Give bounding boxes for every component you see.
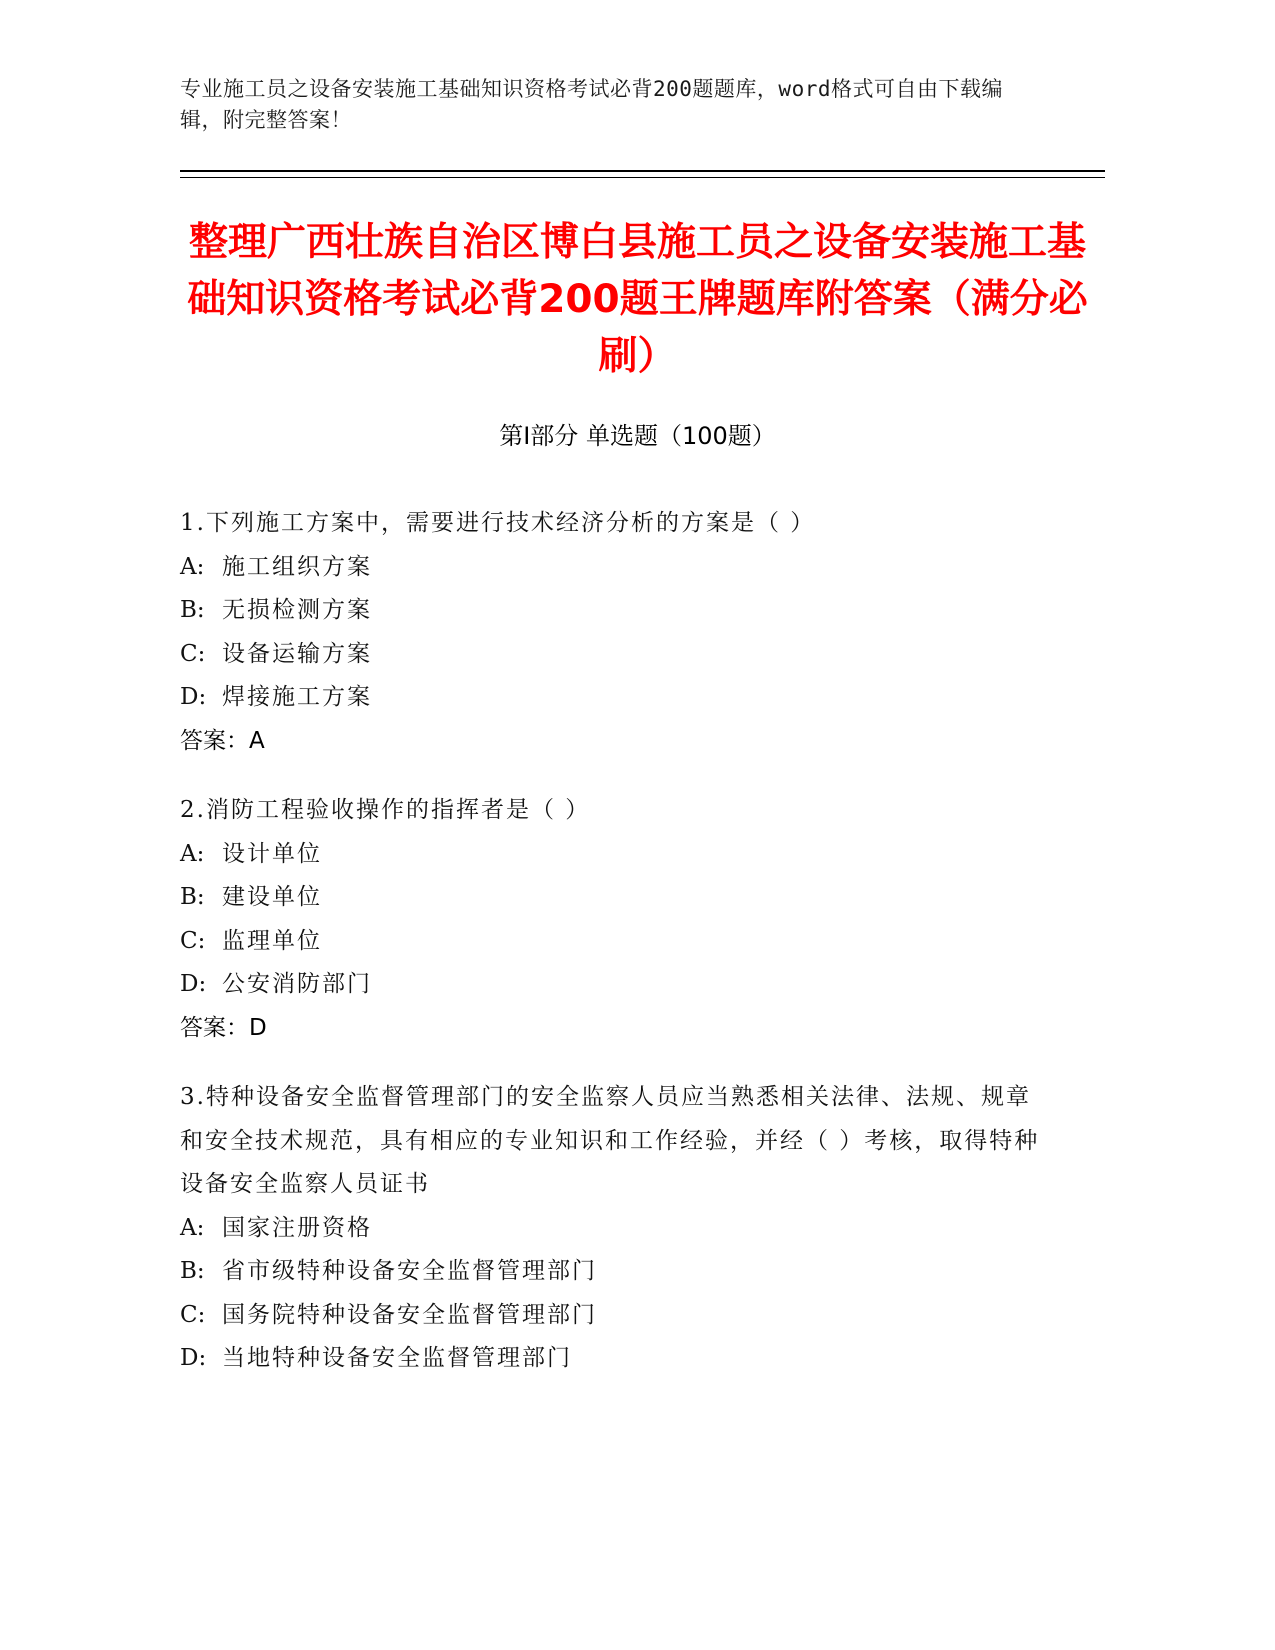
question-item (180, 789, 1040, 1050)
option-text: 设计单位 (222, 840, 322, 867)
option-letter: B: (180, 884, 205, 910)
option-letter: C: (180, 1301, 206, 1328)
option-text: 焊接施工方案 (222, 684, 372, 710)
option-d (180, 676, 1040, 720)
answer-line: 答案：D (180, 1014, 267, 1041)
option-letter: B: (180, 597, 205, 623)
question-item (180, 1076, 1040, 1381)
option-c (180, 1294, 1040, 1338)
option-letter: B: (180, 1258, 205, 1284)
option-a (180, 833, 1040, 877)
option-text: 无损检测方案 (222, 597, 372, 623)
option-letter: D: (180, 1345, 207, 1371)
option-c (180, 920, 1040, 964)
option-text: 公安消防部门 (222, 971, 372, 997)
option-text: 国家注册资格 (222, 1214, 372, 1241)
option-letter: D: (180, 684, 207, 710)
option-b (180, 589, 1040, 633)
option-text: 监理单位 (222, 927, 322, 954)
option-text: 施工组织方案 (222, 553, 372, 580)
option-letter: C: (180, 640, 206, 667)
section-heading: 第I部分 单选题（100题） (499, 422, 776, 450)
option-text: 省市级特种设备安全监督管理部门 (222, 1258, 597, 1284)
question-stem: 3.特种设备安全监督管理部门的安全监察人员应当熟悉相关法律、法规、规章和安全技术规范，具有相应的专业知识和工作经验，并经（ ）考核，取得特种设备安全监察人员证书 (180, 1084, 1040, 1197)
answer-line: 答案：A (180, 727, 265, 754)
option-letter: A: (180, 840, 205, 867)
option-text: 设备运输方案 (222, 640, 372, 667)
option-letter: D: (180, 971, 207, 997)
option-letter: A: (180, 1214, 205, 1241)
document-header-note: 专业施工员之设备安装施工基础知识资格考试必背200题题库，word格式可自由下载编辑，附完整答案！ (180, 77, 1003, 132)
question-item (180, 502, 1040, 763)
option-d (180, 963, 1040, 1007)
header-divider-thick (180, 170, 1105, 172)
question-list (180, 502, 1040, 1407)
option-b (180, 1250, 1040, 1294)
option-letter: A: (180, 553, 205, 580)
question-stem: 1.下列施工方案中，需要进行技术经济分析的方案是（ ） (180, 510, 816, 536)
option-text: 国务院特种设备安全监督管理部门 (222, 1301, 597, 1328)
header-divider-thin (180, 177, 1105, 178)
question-stem: 2.消防工程验收操作的指挥者是（ ） (180, 797, 591, 823)
option-text: 建设单位 (222, 884, 322, 910)
document-title: 整理广西壮族自治区博白县施工员之设备安装施工基础知识资格考试必背200题王牌题库附答案（满分必刷） (187, 220, 1088, 379)
option-c (180, 633, 1040, 677)
option-letter: C: (180, 927, 206, 954)
option-text: 当地特种设备安全监督管理部门 (222, 1345, 572, 1371)
option-d (180, 1337, 1040, 1381)
option-a (180, 546, 1040, 590)
option-a (180, 1207, 1040, 1251)
option-b (180, 876, 1040, 920)
